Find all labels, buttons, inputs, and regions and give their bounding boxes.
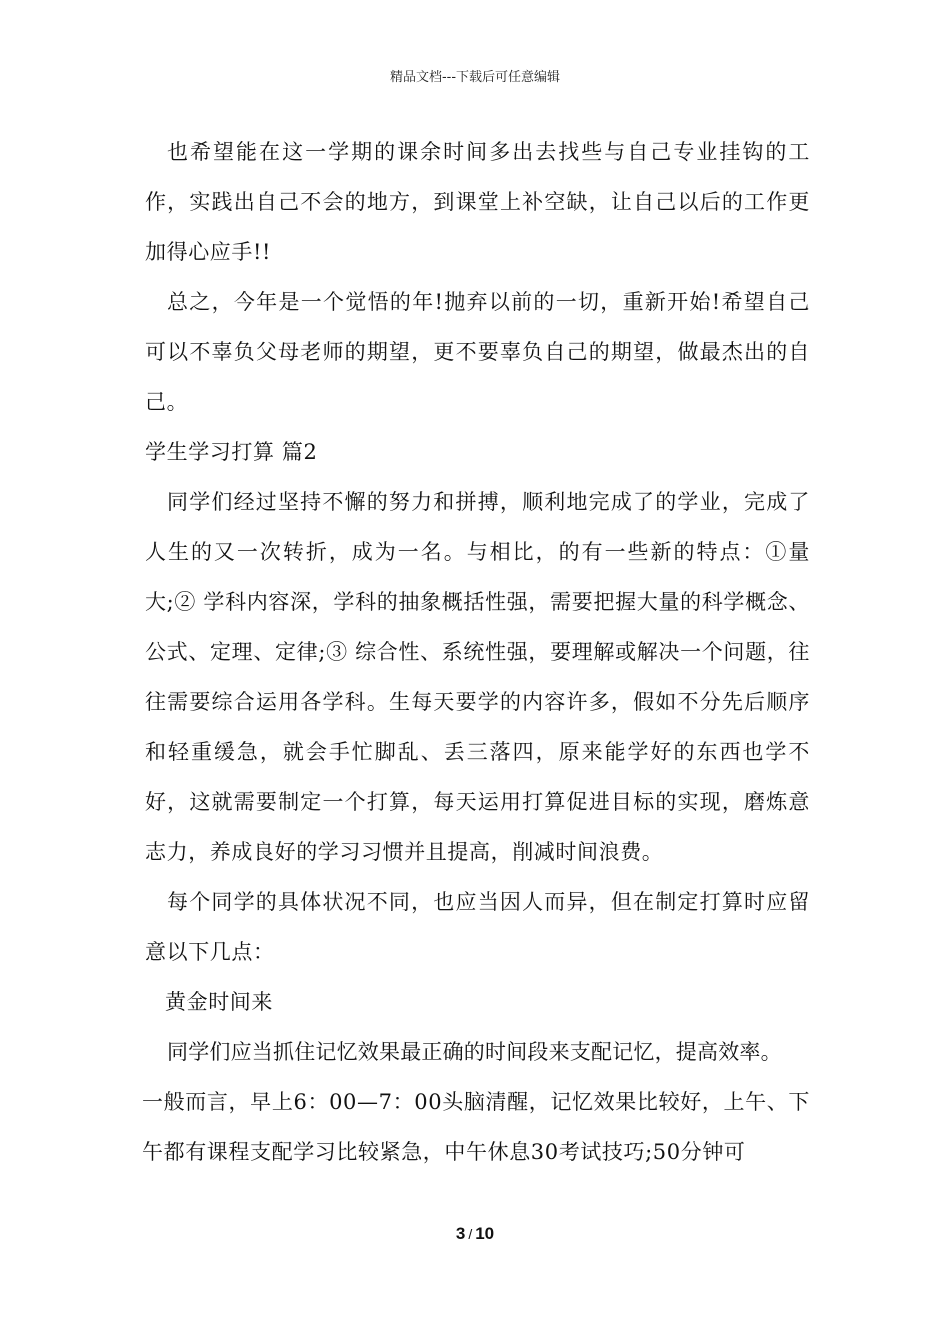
paragraph-4: 每个同学的具体状况不同，也应当因人而异，但在制定打算时应留意以下几点： [145, 890, 810, 964]
page-number [0, 1224, 950, 1244]
sub-heading: 黄金时间来 [165, 990, 273, 1014]
current-page: 3 [455, 1224, 466, 1243]
section-heading: 学生学习打算 篇2 [145, 440, 318, 464]
total-pages: 10 [475, 1224, 495, 1243]
document-body [142, 127, 810, 1177]
page-separator: / [468, 1226, 473, 1242]
paragraph-1: 也希望能在这一学期的课余时间多出去找些与自己专业挂钩的工作，实践出自己不会的地方，到课堂上补空缺，让自己以后的工作更加得心应手!! [145, 140, 810, 264]
page-header [0, 66, 950, 85]
header-text: 精品文档---下载后可任意编辑 [389, 70, 561, 85]
paragraph-3: 同学们经过坚持不懈的努力和拼搏，顺利地完成了的学业，完成了人生的又一次转折，成为一名。与相比，的有一些新的特点：①量大;② 学科内容深，学科的抽象概括性强，需要把握大量的科学概念、公式、定理、定律;③ 综合性、系统性强，要理解或解决一个问题，往往需要综合运用各学科。生每天要学的内容许多，假如不分先后顺序和轻重缓急，就会手忙脚乱、丢三落四，原来能学好的东西也学不好，这就需要制定一个打算，每天运用打算促进目标的实现，磨炼意志力，养成良好的学习习惯并且提高，削减时间浪费。 [145, 490, 810, 864]
paragraph-5-continued: 一般而言，早上6：00—7：00头脑清醒，记忆效果比较好，上午、下午都有课程支配学习比较紧急，中午休息30考试技巧;50分钟可 [142, 1090, 810, 1164]
paragraph-2: 总之，今年是一个觉悟的年!抛弃以前的一切，重新开始!希望自己可以不辜负父母老师的期望，更不要辜负自己的期望，做最杰出的自己。 [145, 290, 810, 414]
paragraph-5-line-1: 同学们应当抓住记忆效果最正确的时间段来支配记忆，提高效率。 [167, 1040, 782, 1064]
